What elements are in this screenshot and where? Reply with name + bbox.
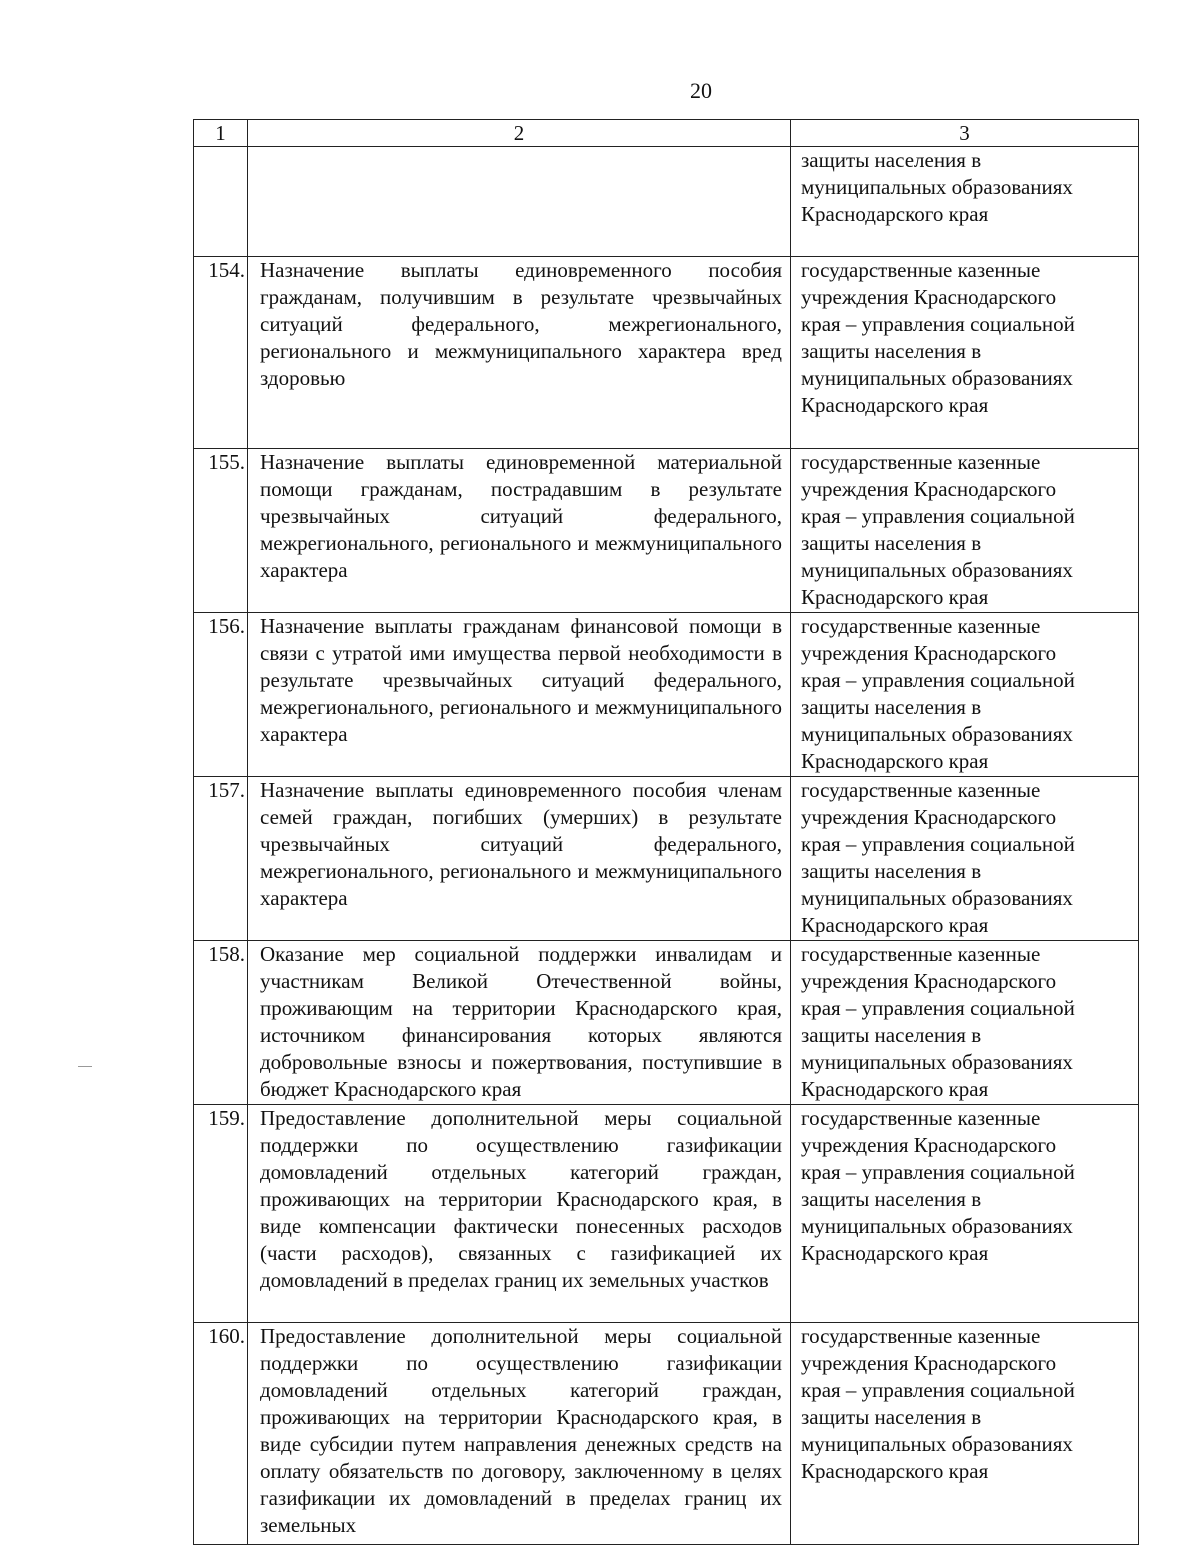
org-line: учреждения Краснодарского bbox=[801, 969, 1057, 993]
row-number-cell: 154. bbox=[194, 257, 248, 449]
table-row bbox=[194, 941, 1139, 1105]
service-description-cell: Назначение выплаты единовременной материальной помощи гражданам, пострадавшим в результате чрезвычайных ситуаций федерального, межрегионального, регионального и межмуниципального характера bbox=[248, 449, 791, 613]
service-description-cell: Предоставление дополнительной меры социальной поддержки по осуществлению газификации домовладений отдельных категорий граждан, проживающих на территории Краснодарского края, в виде компенсации фактически понесенных расходов (части расходов), связанных с газификацией их домовладений в пределах границ их земельных участков bbox=[248, 1105, 791, 1323]
service-description-cell: Назначение выплаты единовременного пособия гражданам, получившим в результате чрезвычайных ситуаций федерального, межрегионального, регионального и межмуниципального характера вред здоровью bbox=[248, 257, 791, 449]
org-line: Краснодарского края bbox=[801, 202, 989, 226]
org-line: муниципальных образованиях bbox=[801, 558, 1073, 582]
org-line: государственные казенные bbox=[801, 258, 1041, 282]
org-line: Краснодарского края bbox=[801, 749, 989, 773]
org-line: края – управления социальной bbox=[801, 312, 1075, 336]
org-line: Краснодарского края bbox=[801, 1459, 989, 1483]
org-line: учреждения Краснодарского bbox=[801, 805, 1057, 829]
org-line: защиты населения в bbox=[801, 1023, 982, 1047]
table-row bbox=[194, 777, 1139, 941]
org-line: учреждения Краснодарского bbox=[801, 1351, 1057, 1375]
org-line: Краснодарского края bbox=[801, 1077, 989, 1101]
table-row bbox=[194, 613, 1139, 777]
org-line: защиты населения в bbox=[801, 339, 982, 363]
table-row-continuation bbox=[194, 147, 1139, 257]
responsible-organization-cell bbox=[791, 449, 1139, 613]
row-number-cell: 160. bbox=[194, 1323, 248, 1545]
row-number-cell: 157. bbox=[194, 777, 248, 941]
responsible-organization-cell bbox=[791, 941, 1139, 1105]
org-line: края – управления социальной bbox=[801, 668, 1075, 692]
row-number-cell bbox=[194, 147, 248, 257]
table-row bbox=[194, 257, 1139, 449]
service-description-cell: Назначение выплаты гражданам финансовой помощи в связи с утратой ими имущества первой необходимости в результате чрезвычайных ситуаций федерального, межрегионального, регионального и межмуниципального характера bbox=[248, 613, 791, 777]
org-line: государственные казенные bbox=[801, 450, 1041, 474]
org-line: государственные казенные bbox=[801, 942, 1041, 966]
org-line: муниципальных образованиях bbox=[801, 886, 1073, 910]
org-line: края – управления социальной bbox=[801, 504, 1075, 528]
org-line: учреждения Краснодарского bbox=[801, 477, 1057, 501]
org-line: муниципальных образованиях bbox=[801, 366, 1073, 390]
service-description-cell: Назначение выплаты единовременного пособия членам семей граждан, погибших (умерших) в результате чрезвычайных ситуаций федерального, межрегионального, регионального и межмуниципального характера bbox=[248, 777, 791, 941]
org-line: защиты населения в bbox=[801, 1187, 982, 1211]
org-line: Краснодарского края bbox=[801, 393, 989, 417]
header-col-3: 3 bbox=[791, 120, 1139, 147]
org-line: Краснодарского края bbox=[801, 1241, 989, 1265]
header-col-2: 2 bbox=[248, 120, 791, 147]
org-line: муниципальных образованиях bbox=[801, 175, 1073, 199]
services-table bbox=[193, 119, 1139, 1545]
org-line: защиты населения в bbox=[801, 695, 982, 719]
org-line: муниципальных образованиях bbox=[801, 1214, 1073, 1238]
org-line: края – управления социальной bbox=[801, 1378, 1075, 1402]
org-line: государственные казенные bbox=[801, 778, 1041, 802]
responsible-organization-cell bbox=[791, 1105, 1139, 1323]
header-col-1: 1 bbox=[194, 120, 248, 147]
org-line: защиты населения в bbox=[801, 859, 982, 883]
responsible-organization-cell bbox=[791, 777, 1139, 941]
responsible-organization-cell bbox=[791, 147, 1139, 257]
responsible-organization-cell bbox=[791, 1323, 1139, 1545]
org-line: Краснодарского края bbox=[801, 585, 989, 609]
org-line: муниципальных образованиях bbox=[801, 722, 1073, 746]
org-line: учреждения Краснодарского bbox=[801, 285, 1057, 309]
row-number-cell: 155. bbox=[194, 449, 248, 613]
org-line: края – управления социальной bbox=[801, 1160, 1075, 1184]
table-row bbox=[194, 1323, 1139, 1545]
org-line: государственные казенные bbox=[801, 614, 1041, 638]
org-line: края – управления социальной bbox=[801, 996, 1075, 1020]
page-number: 20 bbox=[690, 78, 712, 103]
service-description-cell bbox=[248, 147, 791, 257]
scan-mark bbox=[78, 1066, 92, 1067]
org-line: края – управления социальной bbox=[801, 832, 1075, 856]
table-row bbox=[194, 449, 1139, 613]
org-line: муниципальных образованиях bbox=[801, 1432, 1073, 1456]
row-number-cell: 159. bbox=[194, 1105, 248, 1323]
responsible-organization-cell bbox=[791, 257, 1139, 449]
row-number-cell: 156. bbox=[194, 613, 248, 777]
table-header-row bbox=[194, 120, 1139, 147]
org-line: защиты населения в bbox=[801, 148, 982, 172]
org-line: защиты населения в bbox=[801, 531, 982, 555]
row-number-cell: 158. bbox=[194, 941, 248, 1105]
org-line: учреждения Краснодарского bbox=[801, 641, 1057, 665]
responsible-organization-cell bbox=[791, 613, 1139, 777]
service-description-cell: Оказание мер социальной поддержки инвалидам и участникам Великой Отечественной войны, проживающим на территории Краснодарского края, источником финансирования которых являются добровольные взносы и пожертвования, поступившие в бюджет Краснодарского края bbox=[248, 941, 791, 1105]
service-description-cell: Предоставление дополнительной меры социальной поддержки по осуществлению газификации домовладений отдельных категорий граждан, проживающих на территории Краснодарского края, в виде субсидии путем направления денежных средств на оплату обязательств по договору, заключенному в целях газификации их домовладений в пределах границ их земельных bbox=[248, 1323, 791, 1545]
org-line: защиты населения в bbox=[801, 1405, 982, 1429]
table-row bbox=[194, 1105, 1139, 1323]
org-line: государственные казенные bbox=[801, 1324, 1041, 1348]
org-line: Краснодарского края bbox=[801, 913, 989, 937]
org-line: учреждения Краснодарского bbox=[801, 1133, 1057, 1157]
org-line: государственные казенные bbox=[801, 1106, 1041, 1130]
org-line: муниципальных образованиях bbox=[801, 1050, 1073, 1074]
